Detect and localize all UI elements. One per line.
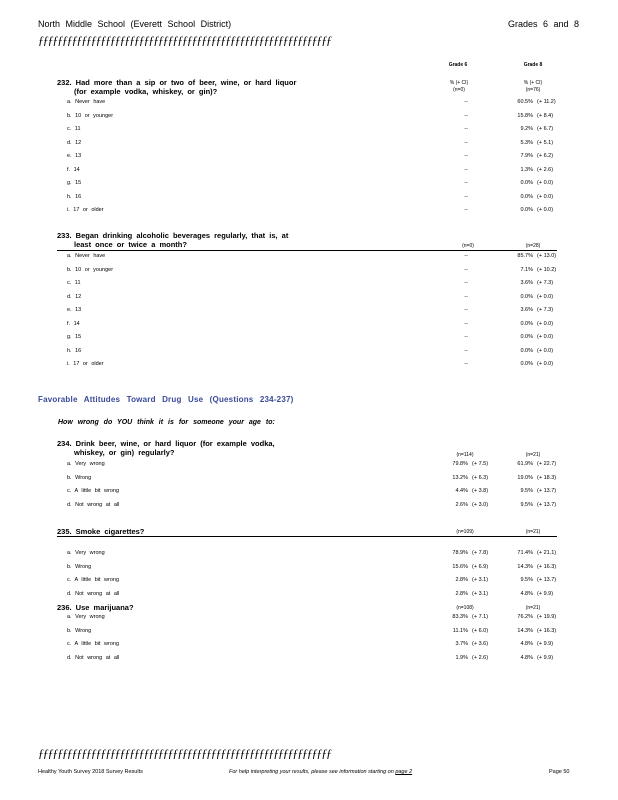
table-row (67, 194, 557, 207)
footer-ornament: ƒƒƒƒƒƒƒƒƒƒƒƒƒƒƒƒƒƒƒƒƒƒƒƒƒƒƒƒƒƒƒƒƒƒƒƒƒƒƒƒƒƒƒƒƒƒƒƒƒƒƒƒƒƒƒƒƒƒƒƒƒ (38, 746, 331, 760)
table-row (67, 348, 557, 361)
row-label: g. 15 (67, 180, 82, 186)
table-row (67, 655, 557, 668)
row-label: b. Wrong (67, 474, 92, 481)
table-row (67, 113, 557, 126)
grade6-percent: -- (464, 307, 468, 313)
row-label: i. 17 or older (67, 207, 104, 213)
table-row (67, 180, 557, 193)
row-label: d. Not wrong at all (67, 654, 120, 661)
grade6-ci: (+ 3.1) (472, 590, 489, 597)
row-label: i. 17 or older (67, 361, 104, 367)
q236-n-g6: (n=108) (456, 605, 474, 611)
table-row (67, 361, 557, 374)
grade8-percent: 4.8% (520, 654, 533, 661)
grade8-percent: 15.8% (517, 112, 533, 119)
table-row (67, 461, 557, 474)
q235-rule (57, 536, 557, 537)
row-label: f. 14 (67, 320, 80, 327)
grade8-percent: 9.5% (520, 577, 533, 583)
q232-title: 232. Had more than a sip or two of beer, wine, or hard liquor (for example vodka, whiskey, or gin)? (57, 78, 297, 96)
row-label: b. Wrong (67, 563, 92, 570)
grade8-percent: 4.8% (520, 641, 533, 647)
grade6-ci: (+ 3.6) (472, 641, 489, 647)
q234-n-g8: (n=21) (525, 452, 541, 458)
row-label: e. 13 (67, 153, 82, 159)
row-label: a. Never have (67, 99, 106, 105)
table-row (67, 614, 557, 627)
row-label: d. 12 (67, 139, 82, 146)
grade8-ci: (+ 9.9) (537, 641, 554, 647)
q235-n-g6: (n=109) (456, 529, 474, 535)
grade8-percent: 0.0% (520, 193, 533, 200)
header-ornament: ƒƒƒƒƒƒƒƒƒƒƒƒƒƒƒƒƒƒƒƒƒƒƒƒƒƒƒƒƒƒƒƒƒƒƒƒƒƒƒƒƒƒƒƒƒƒƒƒƒƒƒƒƒƒƒƒƒƒƒƒƒ (38, 33, 331, 47)
grade6-percent: -- (464, 112, 468, 119)
grade6-percent: 83.3% (452, 614, 468, 620)
table-row (67, 267, 557, 280)
grade8-percent: 0.0% (520, 320, 533, 327)
school-name: North Middle School (Everett School District) (38, 19, 232, 29)
grade6-percent: 2.6% (455, 501, 468, 508)
grade6-percent: 1.9% (455, 654, 468, 661)
row-label: b. 10 or younger (67, 112, 114, 119)
grade8-percent: 4.8% (520, 590, 533, 597)
grade8-ci: (+ 9.9) (537, 654, 554, 661)
table-row (67, 207, 557, 220)
grade8-percent: 9.5% (520, 501, 533, 508)
footer-page-link[interactable]: page 2 (395, 769, 413, 775)
grade8-percent: 14.3% (517, 627, 533, 634)
grade6-percent: -- (464, 320, 468, 327)
q233-n-g8: (n=28) (525, 243, 541, 249)
grade6-percent: 3.7% (455, 641, 468, 647)
footer-page-number: Page 50 (549, 769, 570, 775)
grade8-percent: 0.0% (520, 207, 533, 213)
table-row (67, 126, 557, 139)
grade8-ci: (+ 0.0) (537, 361, 554, 367)
table-row (67, 564, 557, 577)
table-row (67, 334, 557, 347)
grade8-percent: 61.9% (517, 461, 533, 467)
footer-help: For help interpreting your results, please see information starting on page 2 (229, 769, 413, 775)
footer-left: Healthy Youth Survey 2018 Survey Results (38, 769, 143, 775)
grade8-ci: (+ 9.9) (537, 590, 554, 597)
grade8-percent: 9.2% (520, 126, 533, 132)
table-row (67, 294, 557, 307)
table-row (67, 167, 557, 180)
table-row (67, 280, 557, 293)
grade6-percent: -- (464, 153, 468, 159)
row-label: c. 11 (67, 280, 81, 286)
grade8-ci: (+ 16.3) (537, 563, 557, 570)
table-row (67, 591, 557, 604)
grade8-ci: (+ 8.4) (537, 112, 554, 119)
grade8-ci: (+ 0.0) (537, 334, 554, 340)
row-label: c. A little bit wrong (67, 641, 120, 647)
row-label: f. 14 (67, 166, 80, 173)
grade6-percent: -- (464, 253, 468, 259)
row-label: d. 12 (67, 293, 82, 300)
grade6-ci: (+ 6.9) (472, 563, 489, 570)
row-label: h. 16 (67, 193, 82, 200)
grade8-ci: (+ 13.0) (537, 253, 557, 259)
q232-stat-g6: % (+ CI) (n=0) (449, 80, 469, 93)
grade8-percent: 0.0% (520, 293, 533, 300)
grade8-ci: (+ 18.3) (537, 474, 557, 481)
q233-rule (57, 250, 557, 251)
grade8-percent: 1.3% (520, 166, 533, 173)
section-title: Favorable Attitudes Toward Drug Use (Questions 234-237) (38, 395, 294, 404)
grade6-percent: -- (464, 166, 468, 173)
row-label: a. Very wrong (67, 461, 105, 467)
q232-stat-g8: % (+ CI) (n=76) (523, 80, 543, 93)
grade6-percent: -- (464, 334, 468, 340)
grade6-ci: (+ 3.0) (472, 501, 489, 508)
grade6-ci: (+ 2.6) (472, 654, 489, 661)
row-label: a. Very wrong (67, 614, 105, 620)
grade8-ci: (+ 7.3) (537, 280, 554, 286)
row-label: a. Very wrong (67, 550, 105, 556)
row-label: e. 13 (67, 307, 82, 313)
table-row (67, 475, 557, 488)
grade6-percent: -- (464, 180, 468, 186)
grade6-percent: 78.9% (452, 550, 468, 556)
grade8-percent: 3.6% (520, 280, 533, 286)
grade8-percent: 5.3% (520, 139, 533, 146)
table-row (67, 307, 557, 320)
q233-n-g6: (n=0) (462, 243, 474, 249)
grade6-percent: 15.6% (452, 563, 468, 570)
grade8-header: Grade 8 (523, 62, 543, 68)
grade6-percent: 2.8% (455, 577, 468, 583)
grade8-ci: (+ 0.0) (537, 207, 554, 213)
grade8-ci: (+ 22.7) (537, 461, 557, 467)
grade6-ci: (+ 7.1) (472, 614, 489, 620)
table-row (67, 502, 557, 515)
table-row (67, 577, 557, 590)
row-label: d. Not wrong at all (67, 590, 120, 597)
row-label: b. Wrong (67, 627, 92, 634)
grade6-percent: -- (464, 361, 468, 367)
grade8-percent: 76.2% (517, 614, 533, 620)
grade6-percent: -- (464, 99, 468, 105)
grade8-percent: 9.5% (520, 488, 533, 494)
row-label: c. A little bit wrong (67, 488, 120, 494)
grade6-percent: 13.2% (452, 474, 468, 481)
grade6-percent: -- (464, 207, 468, 213)
grade8-ci: (+ 19.9) (537, 614, 557, 620)
grade8-percent: 19.0% (517, 474, 533, 481)
grade6-percent: -- (464, 139, 468, 146)
grade6-ci: (+ 7.8) (472, 550, 489, 556)
grade8-percent: 7.9% (520, 153, 533, 159)
q234-title: 234. Drink beer, wine, or hard liquor (for example vodka, whiskey, or gin) regularly? (57, 439, 275, 457)
grade6-header: Grade 6 (448, 62, 468, 68)
row-label: h. 16 (67, 347, 82, 354)
table-row (67, 153, 557, 166)
grade8-ci: (+ 0.0) (537, 320, 554, 327)
grade8-ci: (+ 13.7) (537, 501, 557, 508)
row-label: b. 10 or younger (67, 266, 114, 273)
grade6-percent: 79.8% (452, 461, 468, 467)
table-row (67, 488, 557, 501)
grade8-percent: 3.6% (520, 307, 533, 313)
grade8-percent: 7.1% (520, 266, 533, 273)
q236-title: 236. Use marijuana? (57, 603, 134, 612)
grade8-ci: (+ 10.2) (537, 266, 557, 273)
section-prompt: How wrong do YOU think it is for someone your age to: (58, 419, 275, 426)
grade8-percent: 14.3% (517, 563, 533, 570)
row-label: g. 15 (67, 334, 82, 340)
grade6-percent: 11.1% (452, 627, 468, 634)
grade6-ci: (+ 6.0) (472, 627, 489, 634)
grade8-ci: (+ 6.7) (537, 126, 554, 132)
grade8-percent: 0.0% (520, 180, 533, 186)
grade6-percent: -- (464, 193, 468, 200)
grade6-percent: -- (464, 293, 468, 300)
grade8-percent: 0.0% (520, 347, 533, 354)
table-row (67, 253, 557, 266)
grade8-ci: (+ 13.7) (537, 488, 557, 494)
grade6-percent: -- (464, 280, 468, 286)
grade8-ci: (+ 7.3) (537, 307, 554, 313)
q233-title: 233. Began drinking alcoholic beverages regularly, that is, at least once or twice a month? (57, 231, 289, 249)
grade6-ci: (+ 6.3) (472, 474, 489, 481)
grade8-percent: 85.7% (517, 253, 533, 259)
grade8-ci: (+ 0.0) (537, 180, 554, 186)
grade8-percent: 60.5% (517, 99, 533, 105)
grade8-percent: 0.0% (520, 361, 533, 367)
q236-n-g8: (n=21) (525, 605, 541, 611)
table-row (67, 99, 557, 112)
grades-label: Grades 6 and 8 (508, 19, 580, 29)
grade8-ci: (+ 5.1) (537, 139, 554, 146)
table-row (67, 641, 557, 654)
table-row (67, 628, 557, 641)
grade8-ci: (+ 0.0) (537, 347, 554, 354)
table-row (67, 140, 557, 153)
grade8-ci: (+ 0.0) (537, 193, 554, 200)
grade8-ci: (+ 0.0) (537, 293, 554, 300)
row-label: c. 11 (67, 126, 81, 132)
grade6-ci: (+ 7.5) (472, 461, 489, 467)
grade8-ci: (+ 2.6) (537, 166, 554, 173)
grade6-percent: 2.8% (455, 590, 468, 597)
grade6-percent: 4.4% (455, 488, 468, 494)
grade8-ci: (+ 6.2) (537, 153, 554, 159)
grade6-ci: (+ 3.8) (472, 488, 489, 494)
grade8-ci: (+ 13.7) (537, 577, 557, 583)
grade6-percent: -- (464, 126, 468, 132)
grade6-ci: (+ 3.1) (472, 577, 489, 583)
q235-n-g8: (n=21) (525, 529, 541, 535)
q235-title: 235. Smoke cigarettes? (57, 527, 145, 536)
grade6-percent: -- (464, 347, 468, 354)
grade8-ci: (+ 16.3) (537, 627, 557, 634)
grade8-ci: (+ 21.1) (537, 550, 557, 556)
table-row (67, 550, 557, 563)
row-label: c. A little bit wrong (67, 577, 120, 583)
q234-n-g6: (n=114) (456, 452, 474, 458)
table-row (67, 321, 557, 334)
grade8-percent: 71.4% (517, 550, 533, 556)
row-label: d. Not wrong at all (67, 501, 120, 508)
grade6-percent: -- (464, 266, 468, 273)
row-label: a. Never have (67, 253, 106, 259)
grade8-ci: (+ 11.2) (537, 99, 556, 105)
grade8-percent: 0.0% (520, 334, 533, 340)
